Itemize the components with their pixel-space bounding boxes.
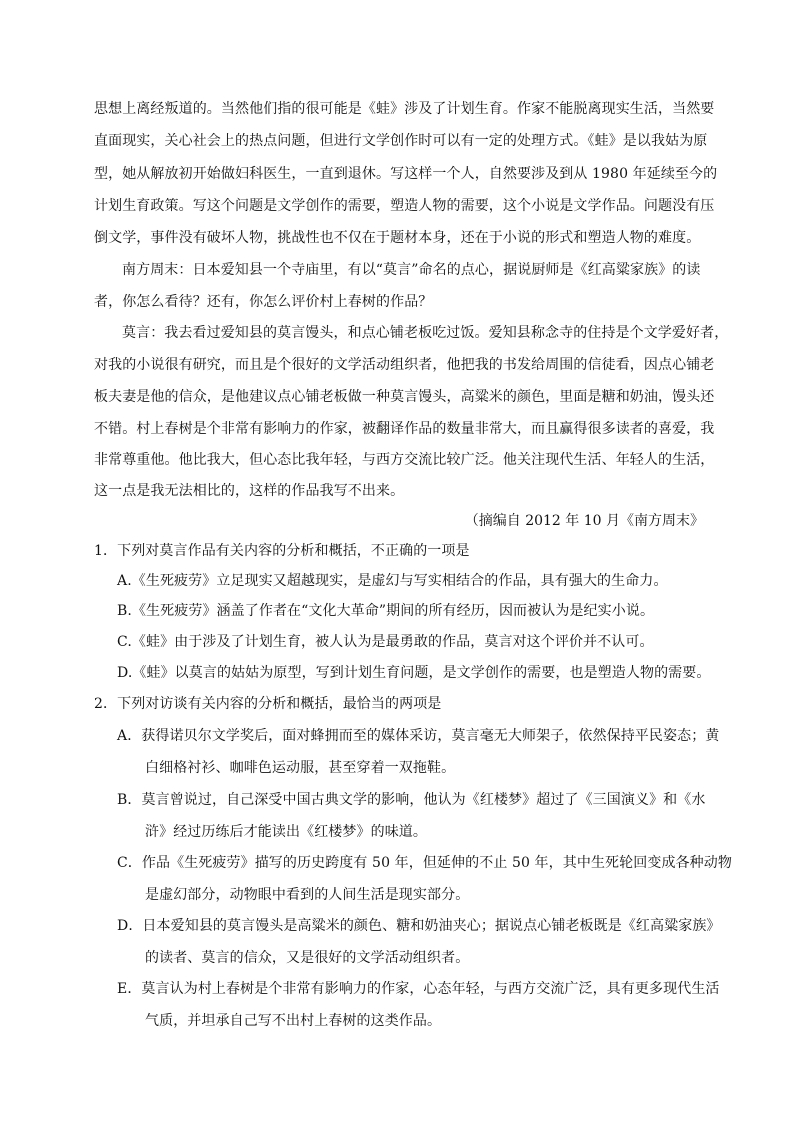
- passage-line: 南方周末：日本爱知县一个寺庙里，有以“莫言”命名的点心，据说厨师是《红高粱家族》的读: [122, 262, 701, 278]
- question-2-option-a-cont: 白细格衬衫、咖啡色运动服，甚至穿着一双拖鞋。: [145, 760, 456, 776]
- question-1-option-b: B.《生死疲劳》涵盖了作者在“文化大革命”期间的所有经历，因而被认为是纪实小说。: [117, 603, 655, 619]
- passage-line: 莫言：我去看过爱知县的莫言馒头，和点心铺老板吃过饭。爱知县称念寺的住持是个文学爱好者，: [122, 325, 729, 341]
- question-1-option-d: D.《蛙》以莫言的姑姑为原型，写到计划生育问题，是文学创作的需要，也是塑造人物的需要。: [117, 665, 711, 681]
- question-2-option-e: E．莫言认为村上春树是个非常有影响力的作家，心态年轻，与西方交流广泛，具有更多现代生活: [117, 981, 720, 997]
- passage-line: 板夫妻是他的信众，是他建议点心铺老板做一种莫言馒头，高粱米的颜色，里面是糖和奶油，馒头还: [94, 389, 715, 405]
- passage-line: 非常尊重他。他比我大，但心态比我年轻，与西方交流比较广泛。他关注现代生活、年轻人的生活，: [94, 452, 715, 468]
- question-2-option-d: D．日本爱知县的莫言馒头是高粱米的颜色、糖和奶油夹心；据说点心铺老板既是《红高粱家族》: [117, 918, 721, 934]
- question-2-option-b-cont: 浒》经过历练后才能读出《红楼梦》的味道。: [145, 824, 427, 840]
- source-citation: （摘编自 2012 年 10 月《南方周末》: [464, 513, 704, 529]
- question-2-option-d-cont: 的读者、莫言的信众，又是很好的文学活动组织者。: [145, 950, 470, 966]
- question-2-stem: 2．下列对访谈有关内容的分析和概括，最恰当的两项是: [94, 696, 442, 712]
- passage-line: 者，你怎么看待？还有，你怎么评价村上春树的作品？: [94, 294, 433, 310]
- passage-line: 型，她从解放初开始做妇科医生，一直到退休。写这样一个人，自然要涉及到从 1980 年延续至今的: [94, 166, 718, 182]
- question-2-option-e-cont: 气质，并坦承自己写不出村上春树的这类作品。: [145, 1013, 442, 1029]
- question-2-option-b: B．莫言曾说过，自己深受中国古典文学的影响，他认为《红楼梦》超过了《三国演义》和《水: [117, 792, 706, 808]
- passage-line: 这一点是我无法相比的，这样的作品我写不出来。: [94, 483, 405, 499]
- passage-line: 直面现实，关心社会上的热点问题，但进行文学创作时可以有一定的处理方式。《蛙》是以我姑为原: [94, 133, 708, 149]
- question-2-option-a: A．获得诺贝尔文学奖后，面对蜂拥而至的媒体采访，莫言毫无大师架子，依然保持平民姿态；黄: [117, 728, 720, 744]
- passage-line: 倒文学，事件没有破坏人物，挑战性也不仅在于题材本身，还在于小说的形式和塑造人物的难度。: [94, 230, 701, 246]
- passage-line: 不错。村上春树是个非常有影响力的作家，被翻译作品的数量非常大，而且赢得很多读者的喜爱，我: [94, 421, 715, 437]
- passage-line: 思想上离经叛道的。当然他们指的很可能是《蛙》涉及了计划生育。作家不能脱离现实生活，当然要: [94, 101, 715, 117]
- question-2-option-c-cont: 是虚幻部分，动物眼中看到的人间生活是现实部分。: [145, 887, 470, 903]
- question-1-option-a: A.《生死疲劳》立足现实又超越现实，是虚幻与写实相结合的作品，具有强大的生命力。: [117, 573, 668, 589]
- question-1-stem: 1．下列对莫言作品有关内容的分析和概括，不正确的一项是: [94, 543, 470, 559]
- passage-line: 计划生育政策。写这个问题是文学创作的需要，塑造人物的需要，这个小说是文学作品。问题没有压: [94, 198, 715, 214]
- passage-line: 对我的小说很有研究，而且是个很好的文学活动组织者，他把我的书发给周围的信徒看，因点心铺老: [94, 357, 715, 373]
- question-2-option-c: C．作品《生死疲劳》描写的历史跨度有 50 年，但延伸的不止 50 年，其中生死轮回变成各种动物: [117, 855, 732, 871]
- question-1-option-c: C.《蛙》由于涉及了计划生育，被人认为是最勇敢的作品，莫言对这个评价并不认可。: [117, 634, 654, 650]
